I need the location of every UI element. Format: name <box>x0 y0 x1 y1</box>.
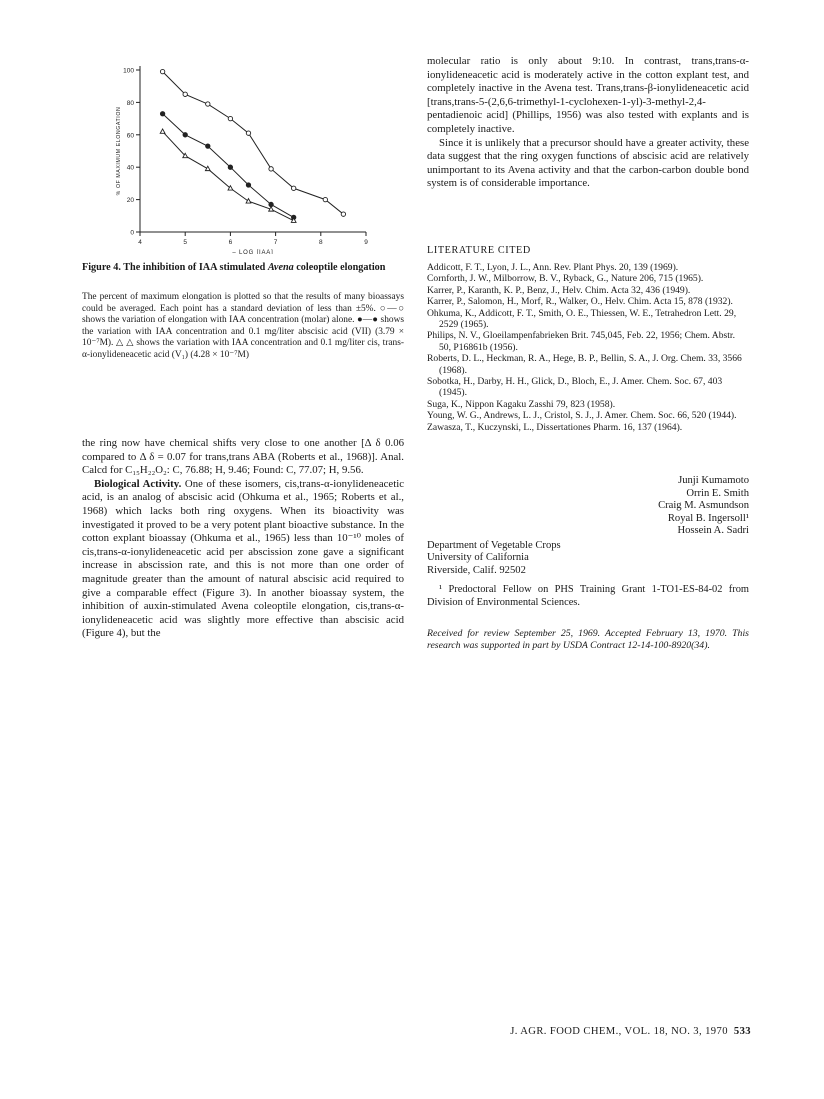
data-point-filled-circle <box>228 165 232 169</box>
series-line-open-circle <box>163 72 344 215</box>
reference-item: Sobotka, H., Darby, H. H., Glick, D., Bloch, E., J. Amer. Chem. Soc. 67, 403 (1945). <box>427 376 723 399</box>
paragraph-conclusion: Since it is unlikely that a precursor should have a greater activity, these data suggest that the ring oxygen functions of abscisic acid are relatively unimportant to its Avena activity and that the carbon-carbon double bond system is of considerable importance. <box>427 136 749 190</box>
x-tick-label: 4 <box>138 239 142 246</box>
y-tick-label: 80 <box>126 99 134 107</box>
data-point-filled-circle <box>206 144 210 148</box>
author-name: Craig M. Asmundson <box>658 500 749 512</box>
x-tick-label: 7 <box>273 239 278 246</box>
data-point-open-circle <box>341 212 345 216</box>
reference-item: Ohkuma, K., Addicott, F. T., Smith, O. E., Thiessen, W. E., Tetrahedron Lett. 29, 2529 (1965). <box>427 307 737 331</box>
reference-item: Suga, K., Nippon Kagaku Zasshi 79, 823 (1958). <box>427 398 616 410</box>
literature-cited-heading: LITERATURE CITED <box>427 245 531 256</box>
page-number: 533 <box>733 1026 751 1037</box>
data-point-open-circle <box>228 116 232 120</box>
figure-caption-title <box>82 262 404 274</box>
reference-item: Karrer, P., Karanth, K. P., Benz, J., Helv. Chim. Acta 32, 436 (1949). <box>427 284 691 296</box>
x-tick-label: 9 <box>364 239 368 246</box>
series-line-filled-circle <box>163 114 294 218</box>
footnote: ¹ Predoctoral Fellow on PHS Training Grant 1-TO1-ES-84-02 from Division of Environmental Sciences. <box>427 584 749 608</box>
y-tick-label: 0 <box>130 229 134 237</box>
reference-item: Addicott, F. T., Lyon, J. L., Ann. Rev. Plant Phys. 20, 139 (1969). <box>427 262 679 273</box>
x-tick-label: 6 <box>228 239 233 246</box>
data-point-open-triangle <box>246 199 251 203</box>
received-note: Received for review September 25, 1969. Accepted February 13, 1970. This research was supported in part by USDA Contract 12-14-100-8920(34). <box>427 628 749 651</box>
author-name: Royal B. Ingersoll¹ <box>667 512 749 524</box>
x-tick-label: 8 <box>318 239 323 246</box>
data-point-filled-circle <box>183 133 187 137</box>
x-tick-label: 5 <box>183 239 188 246</box>
section-heading-biological-activity: Biological Activity. <box>94 477 182 490</box>
reference-item: Roberts, D. L., Heckman, R. A., Hege, B. P., Bellin, S. A., J. Org. Chem. 33, 3566 (1968). <box>427 353 742 376</box>
figure-title-tail: coleoptile elongation <box>296 262 386 273</box>
data-point-open-circle <box>246 131 250 135</box>
journal-footer <box>475 1026 751 1037</box>
journal-citation: J. AGR. FOOD CHEM., VOL. 18, NO. 3, 1970 <box>510 1026 728 1037</box>
figure-caption-body: The percent of maximum elongation is plotted so that the results of many bioassays could be averaged. Each point has a standard deviation of less than ±5%. ○—○ shows the variation of elongation with IAA concentration (molar) alone. ●—● shows the variation with IAA concentration and 0.1 mg/liter abscisic acid (VII) (3.79 × 10⁻⁷M). △ △ shows the variation with IAA concentration and 0.1 mg/liter cis, trans-α-ionylideneacetic acid (V₁) (4.28 × 10⁻⁷M) <box>82 292 404 360</box>
data-point-open-circle <box>291 186 295 190</box>
author-list <box>427 475 749 538</box>
author-name: Orrin E. Smith <box>686 487 749 499</box>
author-name: Junji Kumamoto <box>678 475 749 486</box>
reference-item: Karrer, P., Salomon, H., Morf, R., Walker, O., Helv. Chim. Acta 15, 878 (1932). <box>427 296 733 308</box>
x-axis-label: – LOG [IAA] <box>232 250 274 254</box>
reference-list <box>427 262 749 433</box>
figure-title-text: The inhibition of IAA stimulated <box>123 262 266 273</box>
author-address <box>427 540 749 577</box>
data-point-open-triangle <box>269 207 274 211</box>
author-name: Hossein A. Sadri <box>677 525 749 537</box>
paragraph-biological-activity <box>82 478 404 641</box>
data-point-filled-circle <box>246 183 250 187</box>
y-tick-label: 20 <box>126 197 134 205</box>
y-tick-label: 100 <box>123 67 134 75</box>
left-column-text <box>82 437 404 641</box>
paragraph-molecular-ratio: molecular ratio is only about 9:10. In contrast, trans,trans-α-ionylideneacetic acid is moderately active in the cotton explant test, and completely inactive in the Avena test. Trans,trans-β-ionylideneacetic acid [trans,trans-5-(2,6,6-trimethyl-1-cyclohexen-1-yl)-3-methyl-2,4-pentadienoic acid] (Phillips, 1956) was also tested with explants and is completely inactive. <box>427 55 749 135</box>
paragraph-nmr: the ring now have chemical shifts very close to one another [Δ δ 0.06 compared to Δ δ = 0.07 for trans,trans ABA (Roberts et al., 1968)]. Anal. Calcd for C₁₅H₂₂O₂: C, 76.88; H, 9.46; Found: C, 77.07; H, 9.56. <box>82 437 404 477</box>
data-point-open-circle <box>206 102 210 106</box>
y-tick-label: 60 <box>126 132 134 140</box>
data-point-open-circle <box>269 167 273 171</box>
reference-item: Philips, N. V., Gloeilampenfabrieken Brit. 745,045, Feb. 22, 1956; Chem. Abstr. 50, P16861b (1956). <box>427 330 735 353</box>
figure-4-chart <box>108 58 378 254</box>
data-point-open-circle <box>323 197 327 201</box>
address-line: Riverside, Calif. 92502 <box>427 564 526 576</box>
data-point-open-circle <box>183 92 187 96</box>
address-line: Department of Vegetable Crops <box>427 540 561 551</box>
data-point-filled-circle <box>160 112 164 116</box>
y-axis-label: % OF MAXIMUM ELONGATION <box>116 106 122 196</box>
chart-canvas <box>108 58 378 254</box>
series-line-open-triangle <box>163 132 294 221</box>
y-tick-label: 40 <box>126 164 134 172</box>
data-point-open-triangle <box>160 129 165 133</box>
data-point-open-triangle <box>205 166 210 170</box>
figure-label: Figure 4. <box>82 262 121 273</box>
data-point-open-circle <box>160 69 164 73</box>
right-column-text <box>427 55 749 191</box>
figure-title-italic: Avena <box>267 262 294 273</box>
address-line: University of California <box>427 552 529 564</box>
reference-item: Young, W. G., Andrews, L. J., Cristol, S. J., J. Amer. Chem. Soc. 66, 520 (1944). <box>427 410 737 422</box>
reference-item: Zawasza, T., Kuczynski, L., Dissertationes Pharm. 16, 137 (1964). <box>427 421 683 433</box>
paragraph-biological-activity-text: One of these isomers, cis,trans-α-ionylideneacetic acid, is an analog of abscisic acid (Ohkuma et al., 1965; Roberts et al., 1968) which lacks both ring oxygens. When its bioactivity was investigated it proved to be a very potent plant bioactive substance. In the cotton explant bioassay (Ohkuma et al., 1965) less than 10⁻¹⁰ moles of cis,trans-α-ionylideneacetic acid per abscission zone gave a significant increase in abscission rate, and this is not more than one order of magnitude greater than the amount of natural abscisic acid required to give a comparable effect (Figure 3). In another bioassay system, the inhibition of auxin-stimulated Avena coleoptile elongation, cis,trans-α-ionylideneacetic acid was slightly more effective than abscisic acid (Figure 4), but the <box>82 477 405 640</box>
reference-item: Cornforth, J. W., Milborrow, B. V., Ryback, G., Nature 206, 715 (1965). <box>427 273 704 285</box>
